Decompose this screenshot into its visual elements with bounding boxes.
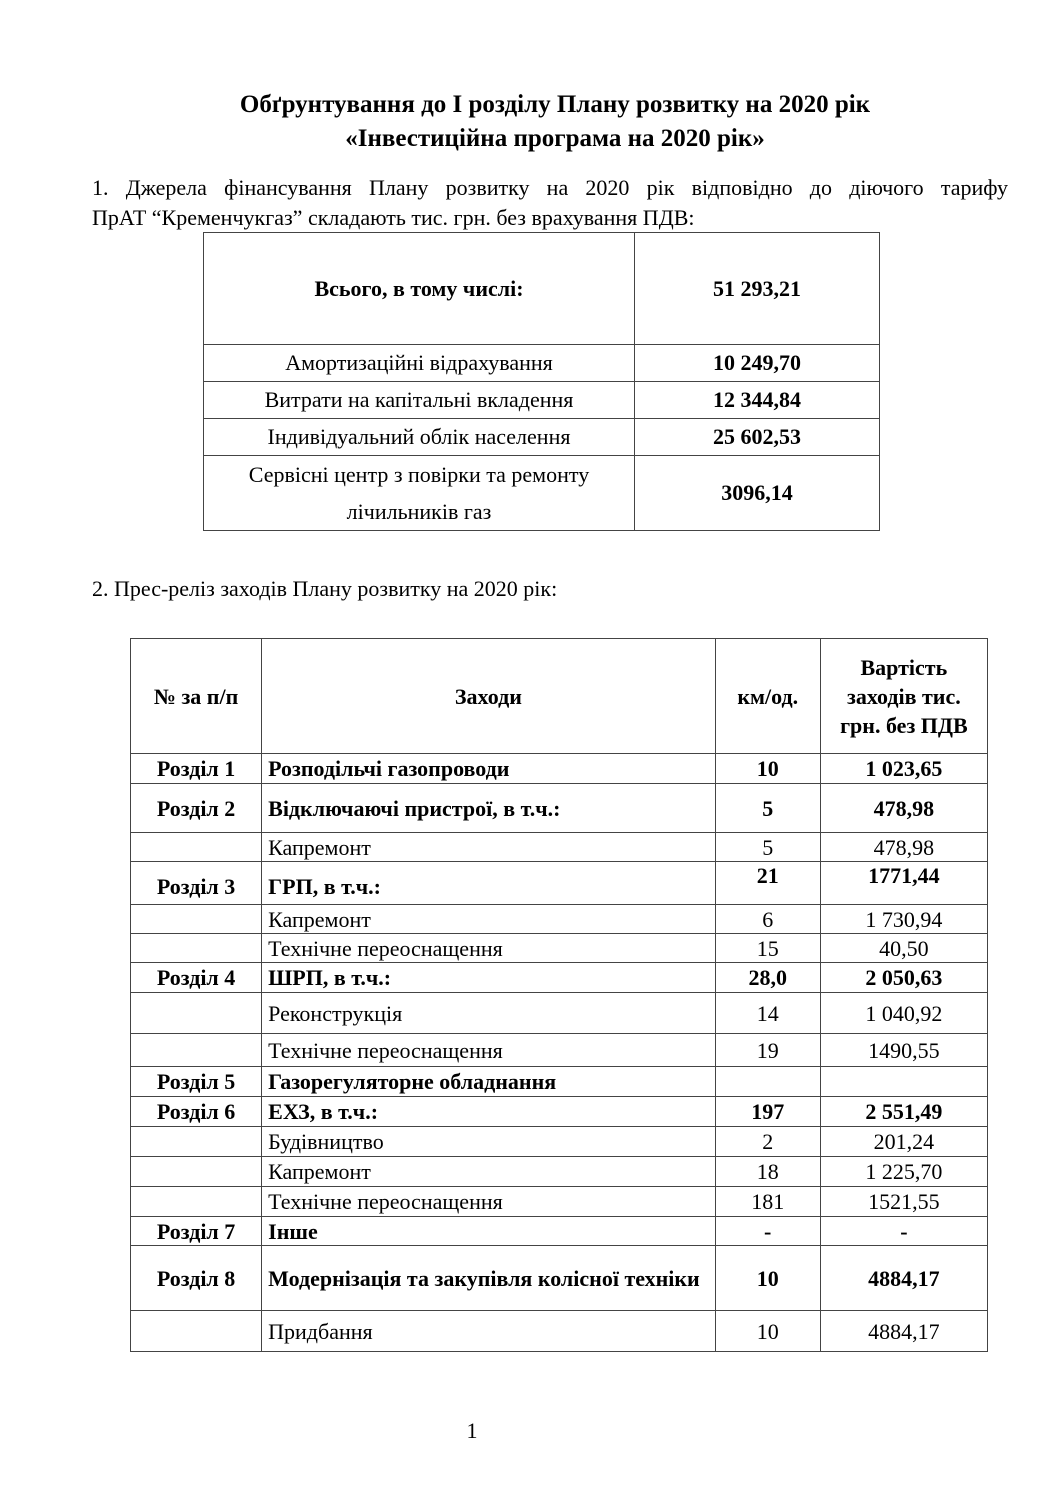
row-number — [131, 934, 262, 963]
section1-intro-line2: ПрАТ “Кременчукгаз” складають тис. грн. без врахування ПДВ: — [92, 205, 695, 230]
row-name: Придбання — [262, 1311, 716, 1352]
row-qty: 181 — [715, 1187, 820, 1217]
document-title-line1: Обґрунтування до І розділу Плану розвитку на 2020 рік — [239, 91, 871, 118]
row-qty — [715, 1067, 820, 1097]
row-qty: 28,0 — [715, 963, 820, 993]
row-name: Відключаючі пристрої, в т.ч.: — [262, 784, 716, 833]
row-qty: 6 — [715, 905, 820, 934]
row-name: ШРП, в т.ч.: — [262, 963, 716, 993]
row-number: Розділ 6 — [131, 1097, 262, 1127]
row-qty: 2 — [715, 1127, 820, 1157]
header-measures: Заходи — [262, 639, 716, 754]
funding-label: Індивідуальний облік населення — [204, 419, 635, 456]
table-row — [131, 1187, 988, 1217]
row-name: Технічне переоснащення — [262, 1187, 716, 1217]
row-cost: 2 551,49 — [820, 1097, 987, 1127]
header-cost: Вартість заходів тис. грн. без ПДВ — [820, 639, 987, 754]
row-number: Розділ 1 — [131, 754, 262, 784]
table-row — [204, 382, 880, 419]
row-number: Розділ 2 — [131, 784, 262, 833]
row-number: Розділ 5 — [131, 1067, 262, 1097]
row-name: Інше — [262, 1217, 716, 1246]
section2-intro: 2. Прес-реліз заходів Плану розвитку на 2020 рік: — [92, 576, 558, 601]
row-qty: 19 — [715, 1034, 820, 1067]
row-cost: 1 730,94 — [820, 905, 987, 934]
row-number — [131, 993, 262, 1034]
row-name: Газорегуляторне обладнання — [262, 1067, 716, 1097]
row-name: Технічне переоснащення — [262, 1034, 716, 1067]
row-number — [131, 1157, 262, 1187]
row-cost: 1 225,70 — [820, 1157, 987, 1187]
row-cost: 201,24 — [820, 1127, 987, 1157]
row-qty: 5 — [715, 784, 820, 833]
row-cost: - — [820, 1217, 987, 1246]
row-qty: 18 — [715, 1157, 820, 1187]
row-name: Капремонт — [262, 1157, 716, 1187]
row-name: Капремонт — [262, 833, 716, 862]
table-row — [204, 456, 880, 531]
measures-table — [130, 638, 988, 1352]
row-qty: 14 — [715, 993, 820, 1034]
row-cost: 478,98 — [820, 784, 987, 833]
row-number — [131, 1311, 262, 1352]
table-header-row — [131, 639, 988, 754]
row-number: Розділ 4 — [131, 963, 262, 993]
row-number — [131, 905, 262, 934]
row-number — [131, 1187, 262, 1217]
table-row — [131, 1034, 988, 1067]
row-number — [131, 1034, 262, 1067]
table-row — [131, 1157, 988, 1187]
table-row — [131, 1067, 988, 1097]
row-cost: 4884,17 — [820, 1246, 987, 1311]
row-name: ГРП, в т.ч.: — [262, 862, 716, 905]
row-number: Розділ 8 — [131, 1246, 262, 1311]
table-row — [204, 233, 880, 345]
section1-intro-line1: 1. Джерела фінансування Плану розвитку на 2020 рік відповідно до діючого тарифу — [92, 175, 1008, 200]
row-cost: 2 050,63 — [820, 963, 987, 993]
row-qty: 10 — [715, 1311, 820, 1352]
row-name: Модернізація та закупівля колісної техніки — [262, 1246, 716, 1311]
row-cost: 1 040,92 — [820, 993, 987, 1034]
row-cost: 1490,55 — [820, 1034, 987, 1067]
table-row — [131, 833, 988, 862]
document-title-line2: «Інвестиційна програма на 2020 рік» — [345, 125, 765, 152]
row-name: Будівництво — [262, 1127, 716, 1157]
row-cost — [820, 1067, 987, 1097]
funding-label: Витрати на капітальні вкладення — [204, 382, 635, 419]
row-qty: 15 — [715, 934, 820, 963]
row-number: Розділ 3 — [131, 862, 262, 905]
funding-value: 51 293,21 — [635, 233, 880, 345]
row-qty: 21 — [715, 862, 820, 905]
row-name: Технічне переоснащення — [262, 934, 716, 963]
row-name: Капремонт — [262, 905, 716, 934]
table-row — [131, 1127, 988, 1157]
row-qty: 10 — [715, 1246, 820, 1311]
table-row — [131, 905, 988, 934]
table-row — [131, 1217, 988, 1246]
funding-value: 3096,14 — [635, 456, 880, 531]
row-cost: 1 023,65 — [820, 754, 987, 784]
table-row — [131, 1097, 988, 1127]
row-number — [131, 1127, 262, 1157]
row-name: Розподільчі газопроводи — [262, 754, 716, 784]
funding-label: Всього, в тому числі: — [204, 233, 635, 345]
table-row — [131, 784, 988, 833]
row-cost: 1771,44 — [820, 862, 987, 905]
table-row — [131, 1311, 988, 1352]
table-row — [131, 862, 988, 905]
table-row — [131, 1246, 988, 1311]
row-name: ЕХЗ, в т.ч.: — [262, 1097, 716, 1127]
header-units: км/од. — [715, 639, 820, 754]
table-row — [204, 345, 880, 382]
row-cost: 1521,55 — [820, 1187, 987, 1217]
table-row — [131, 754, 988, 784]
row-qty: 10 — [715, 754, 820, 784]
row-cost: 478,98 — [820, 833, 987, 862]
funding-value: 10 249,70 — [635, 345, 880, 382]
table-row — [131, 993, 988, 1034]
funding-sources-table — [203, 232, 880, 531]
row-qty: - — [715, 1217, 820, 1246]
table-row — [131, 963, 988, 993]
funding-value: 12 344,84 — [635, 382, 880, 419]
row-qty: 197 — [715, 1097, 820, 1127]
row-name: Реконструкція — [262, 993, 716, 1034]
header-number: № за п/п — [131, 639, 262, 754]
funding-label: Сервісні центр з повірки та ремонту лічильників газ — [204, 456, 635, 531]
row-qty: 5 — [715, 833, 820, 862]
row-number: Розділ 7 — [131, 1217, 262, 1246]
row-cost: 4884,17 — [820, 1311, 987, 1352]
row-number — [131, 833, 262, 862]
page-number: 1 — [466, 1418, 478, 1443]
row-cost: 40,50 — [820, 934, 987, 963]
table-row — [131, 934, 988, 963]
funding-value: 25 602,53 — [635, 419, 880, 456]
table-row — [204, 419, 880, 456]
funding-label: Амортизаційні відрахування — [204, 345, 635, 382]
